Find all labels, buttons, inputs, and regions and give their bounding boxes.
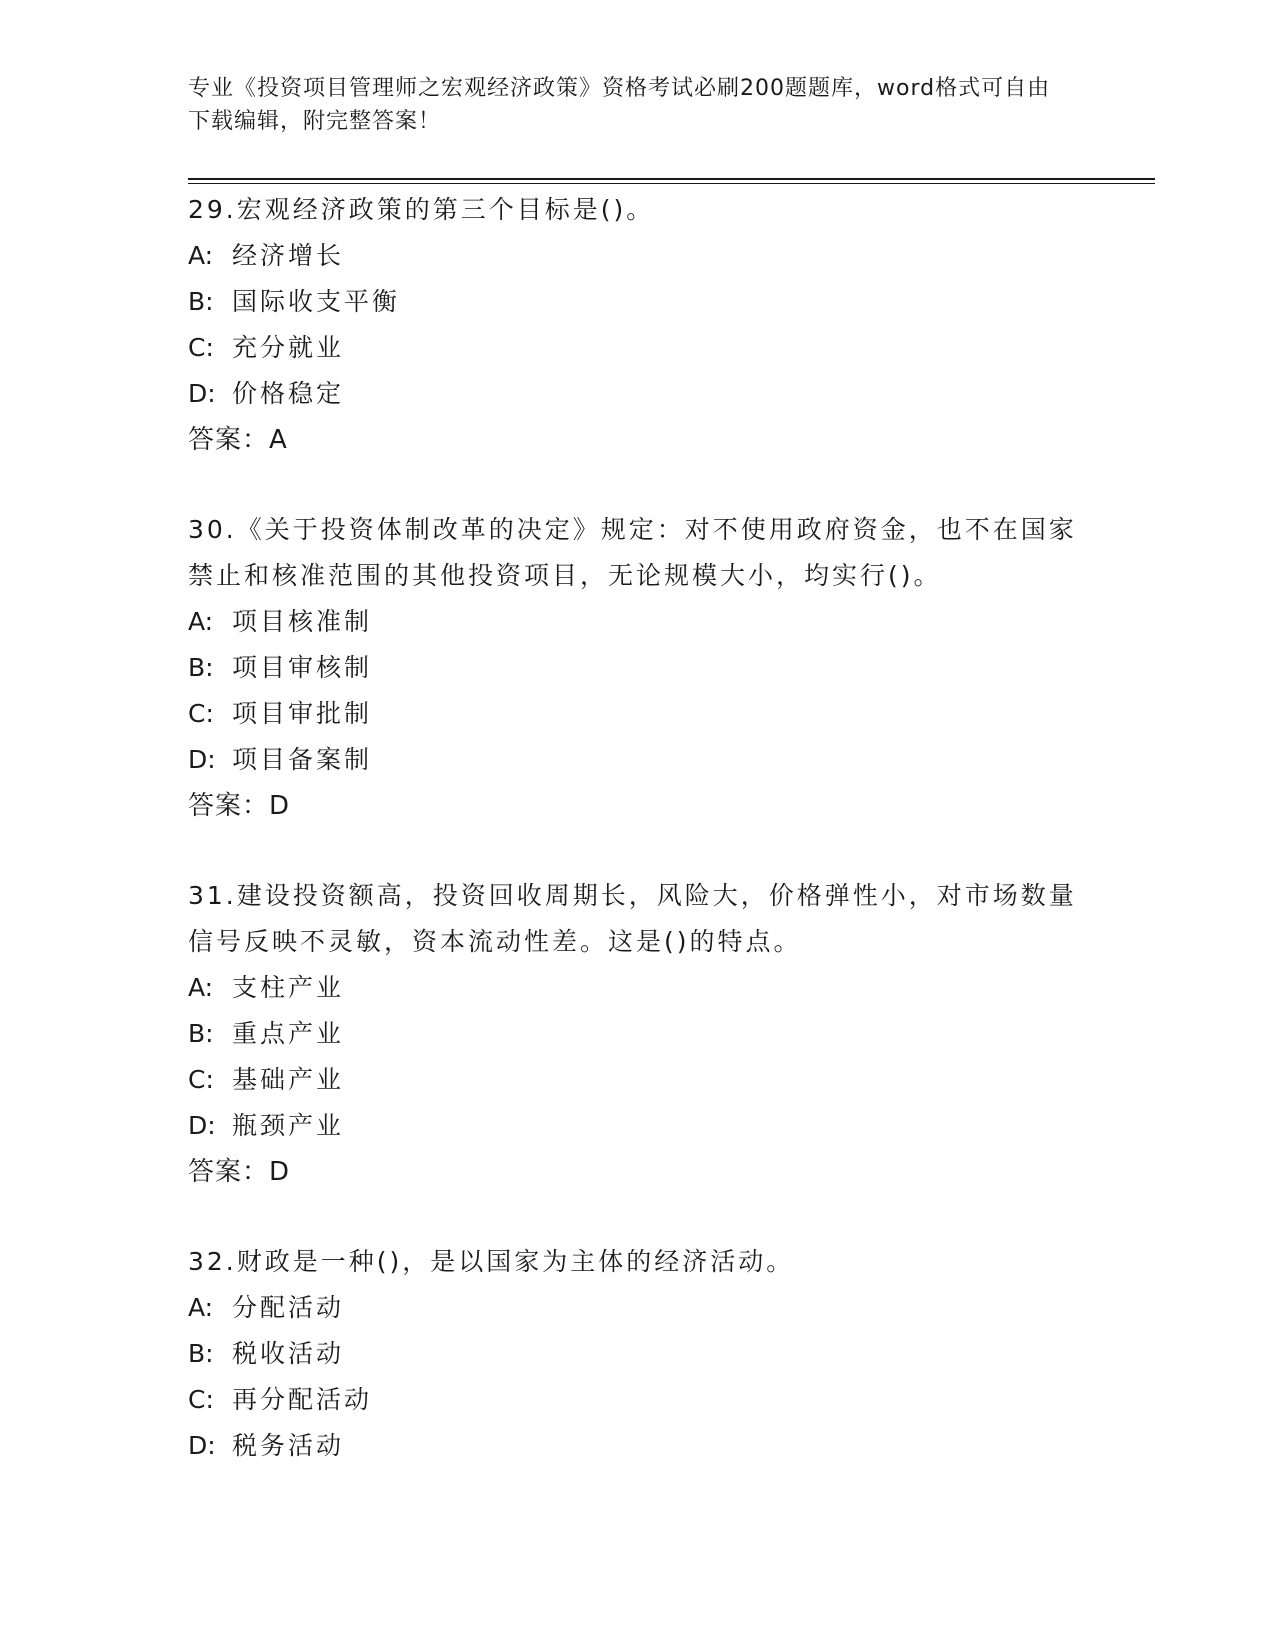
option-key: C: bbox=[188, 1385, 214, 1414]
option-key: C: bbox=[188, 333, 214, 362]
option-b bbox=[188, 1011, 1088, 1057]
question-block bbox=[188, 1239, 1088, 1469]
option-c bbox=[188, 691, 1088, 737]
option-text: 价格稳定 bbox=[232, 379, 345, 408]
header-rule-thick bbox=[188, 178, 1155, 180]
option-key: A: bbox=[188, 973, 214, 1002]
option-key: C: bbox=[188, 699, 214, 728]
option-c bbox=[188, 1057, 1088, 1103]
question-stem: 30.《关于投资体制改革的决定》规定：对不使用政府资金，也不在国家禁止和核准范围的其他投资项目，无论规模大小，均实行()。 bbox=[188, 515, 1077, 590]
question-block bbox=[188, 873, 1088, 1195]
option-d bbox=[188, 1423, 1088, 1469]
question-block bbox=[188, 507, 1088, 829]
option-key: D: bbox=[188, 1111, 216, 1140]
question-stem: 32.财政是一种()，是以国家为主体的经济活动。 bbox=[188, 1247, 795, 1276]
option-text: 项目审核制 bbox=[232, 653, 373, 682]
option-text: 项目审批制 bbox=[232, 699, 373, 728]
option-key: A: bbox=[188, 241, 214, 270]
question-list bbox=[188, 187, 1088, 1513]
option-b bbox=[188, 1331, 1088, 1377]
option-c bbox=[188, 325, 1088, 371]
answer-line: 答案：A bbox=[188, 425, 288, 455]
option-a bbox=[188, 233, 1088, 279]
option-text: 项目核准制 bbox=[232, 607, 373, 636]
option-a bbox=[188, 965, 1088, 1011]
option-text: 重点产业 bbox=[232, 1019, 345, 1048]
option-text: 国际收支平衡 bbox=[232, 287, 401, 316]
question-stem: 31.建设投资额高，投资回收周期长，风险大，价格弹性小，对市场数量信号反映不灵敏，资本流动性差。这是()的特点。 bbox=[188, 881, 1077, 956]
answer-line: 答案：D bbox=[188, 791, 291, 821]
option-key: C: bbox=[188, 1065, 214, 1094]
option-b bbox=[188, 645, 1088, 691]
document-header: 专业《投资项目管理师之宏观经济政策》资格考试必刷200题题库，word格式可自由下载编辑，附完整答案！ bbox=[188, 76, 1051, 134]
option-text: 基础产业 bbox=[232, 1065, 345, 1094]
option-key: D: bbox=[188, 745, 216, 774]
option-key: B: bbox=[188, 1019, 214, 1048]
option-text: 税务活动 bbox=[232, 1431, 345, 1460]
option-key: D: bbox=[188, 1431, 216, 1460]
option-text: 税收活动 bbox=[232, 1339, 345, 1368]
option-b bbox=[188, 279, 1088, 325]
option-key: B: bbox=[188, 653, 214, 682]
option-d bbox=[188, 1103, 1088, 1149]
header-rule-thin bbox=[188, 183, 1155, 184]
option-text: 再分配活动 bbox=[232, 1385, 373, 1414]
option-text: 分配活动 bbox=[232, 1293, 345, 1322]
option-key: B: bbox=[188, 287, 214, 316]
option-a bbox=[188, 1285, 1088, 1331]
option-key: A: bbox=[188, 1293, 214, 1322]
option-a bbox=[188, 599, 1088, 645]
option-d bbox=[188, 737, 1088, 783]
option-text: 充分就业 bbox=[232, 333, 345, 362]
option-key: A: bbox=[188, 607, 214, 636]
question-stem: 29.宏观经济政策的第三个目标是()。 bbox=[188, 195, 655, 224]
answer-line: 答案：D bbox=[188, 1157, 291, 1187]
question-block bbox=[188, 187, 1088, 463]
option-d bbox=[188, 371, 1088, 417]
option-text: 支柱产业 bbox=[232, 973, 345, 1002]
option-key: D: bbox=[188, 379, 216, 408]
option-text: 项目备案制 bbox=[232, 745, 373, 774]
option-text: 经济增长 bbox=[232, 241, 345, 270]
option-text: 瓶颈产业 bbox=[232, 1111, 345, 1140]
option-key: B: bbox=[188, 1339, 214, 1368]
option-c bbox=[188, 1377, 1088, 1423]
